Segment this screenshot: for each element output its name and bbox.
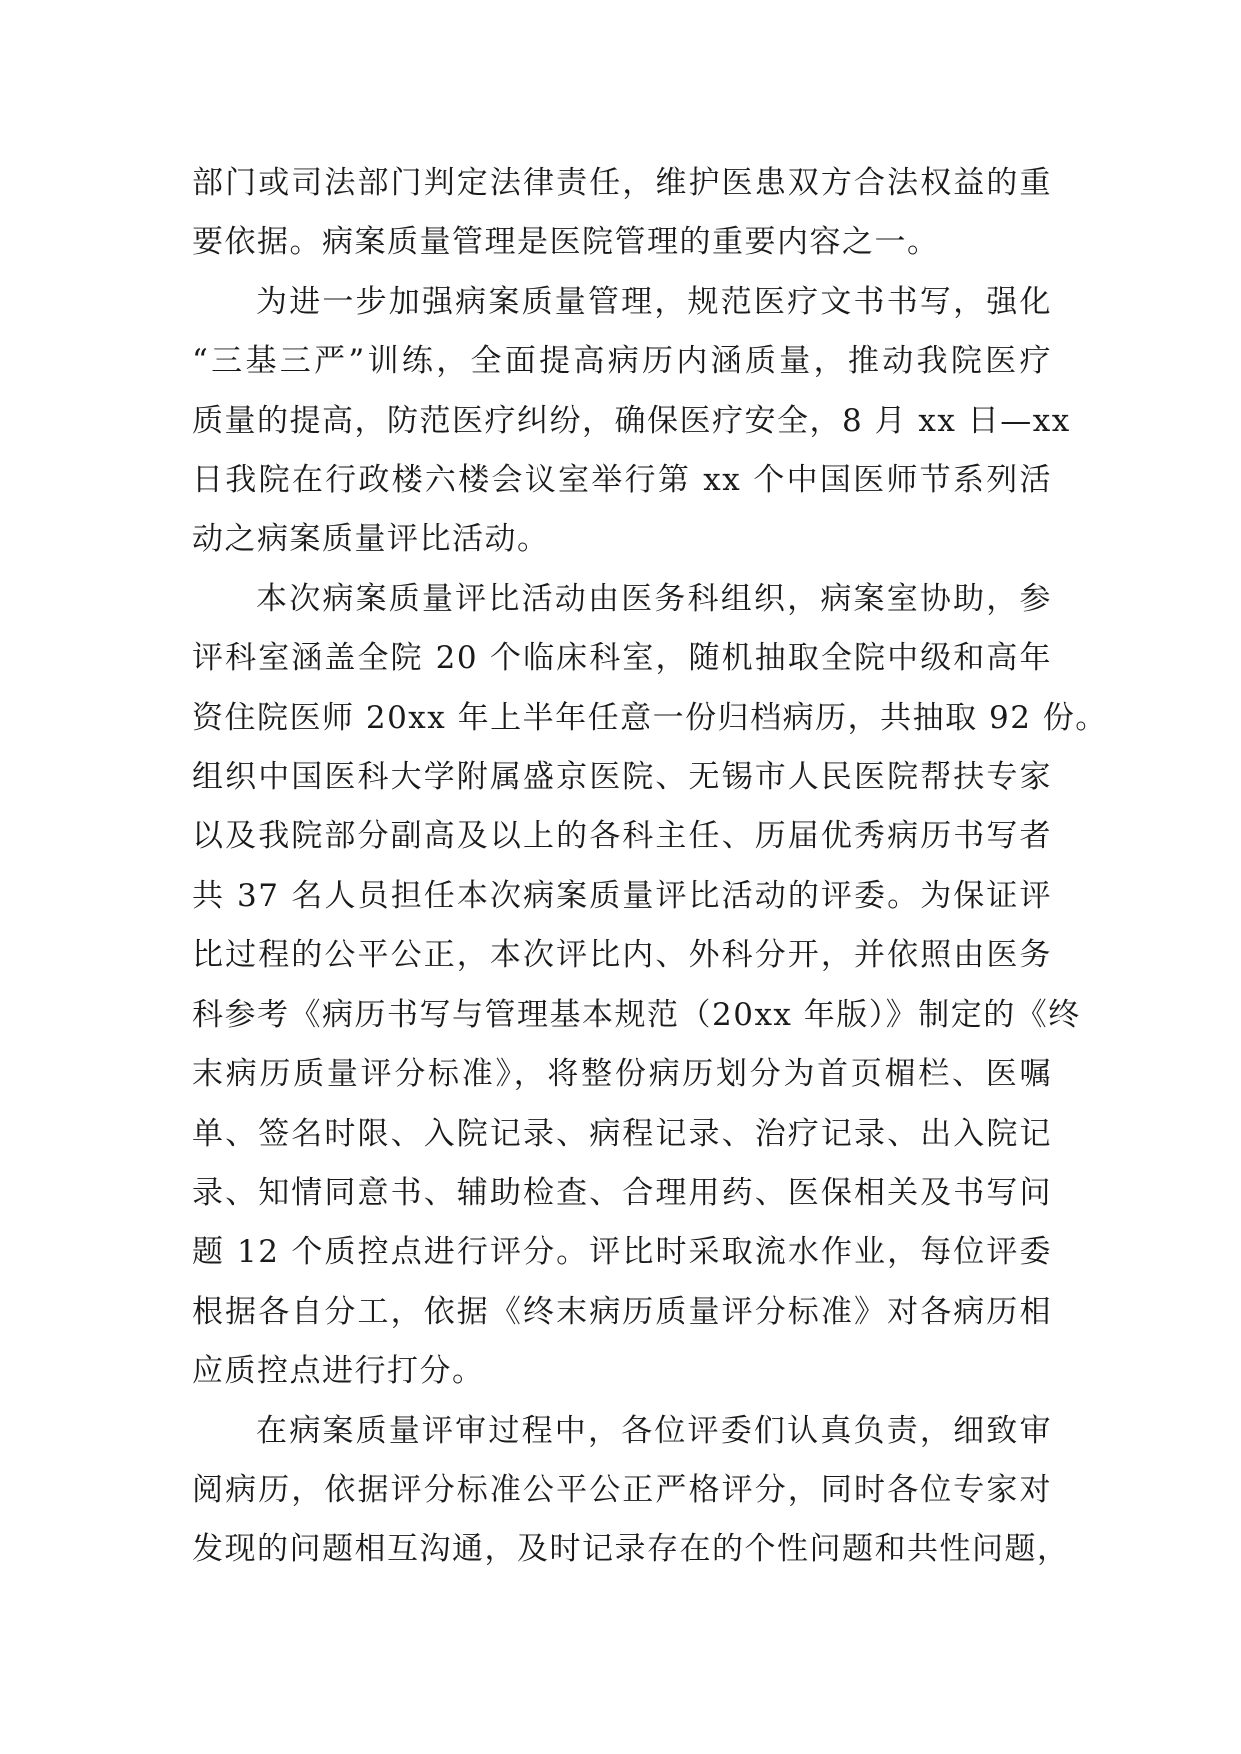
text-line: 本次病案质量评比活动由医务科组织，病案室协助，参 [256,580,1052,617]
paragraph [192,154,1052,273]
text-line: 部门或司法部门判定法律责任，维护医患双方合法权益的重 [192,165,1052,201]
text-line: 根据各自分工，依据《终末病历质量评分标准》对各病历相 [192,1293,1052,1330]
text-line: 单、签名时限、入院记录、病程记录、治疗记录、出入院记 [192,1115,1052,1152]
paragraph [192,273,1071,570]
document-body [192,154,1108,1580]
text-line: 科参考《病历书写与管理基本规范（20xx 年版）》制定的《终 [192,996,1081,1033]
text-line: 为进一步加强病案质量管理，规范医疗文书书写，强化 [256,283,1052,320]
text-line: 组织中国医科大学附属盛京医院、无锡市人民医院帮扶专家 [192,759,1052,796]
text-line: 质量的提高，防范医疗纠纷，确保医疗安全，8 月 xx 日—xx [192,402,1071,439]
text-line: 评科室涵盖全院 20 个临床科室，随机抽取全院中级和高年 [192,640,1052,677]
text-line: 动之病案质量评比活动。 [192,521,550,558]
text-line: 应质控点进行打分。 [192,1353,485,1390]
text-line: “三基三严”训练，全面提高病历内涵质量，推动我院医疗 [192,343,1052,380]
text-line: 日我院在行政楼六楼会议室举行第 xx 个中国医师节系列活 [192,462,1052,499]
paragraph [192,1402,1070,1580]
text-line: 要依据。病案质量管理是医院管理的重要内容之一。 [192,224,940,261]
text-line: 末病历质量评分标准》，将整份病历划分为首页楣栏、医嘱 [192,1056,1052,1093]
text-line: 题 12 个质控点进行评分。评比时采取流水作业，每位评委 [192,1234,1052,1271]
text-line: 共 37 名人员担任本次病案质量评比活动的评委。为保证评 [192,877,1052,914]
text-line: 发现的问题相互沟通，及时记录存在的个性问题和共性问题， [192,1531,1070,1568]
text-line: 以及我院部分副高及以上的各科主任、历届优秀病历书写者 [192,818,1052,855]
text-line: 比过程的公平公正，本次评比内、外科分开，并依照由医务 [192,937,1052,974]
text-line: 在病案质量评审过程中，各位评委们认真负责，细致审 [256,1412,1052,1449]
paragraph [192,570,1108,1402]
text-line: 资住院医师 20xx 年上半年任意一份归档病历，共抽取 92 份。 [192,699,1108,736]
text-line: 录、知情同意书、辅助检查、合理用药、医保相关及书写问 [192,1174,1052,1211]
text-line: 阅病历，依据评分标准公平公正严格评分，同时各位专家对 [192,1471,1052,1508]
